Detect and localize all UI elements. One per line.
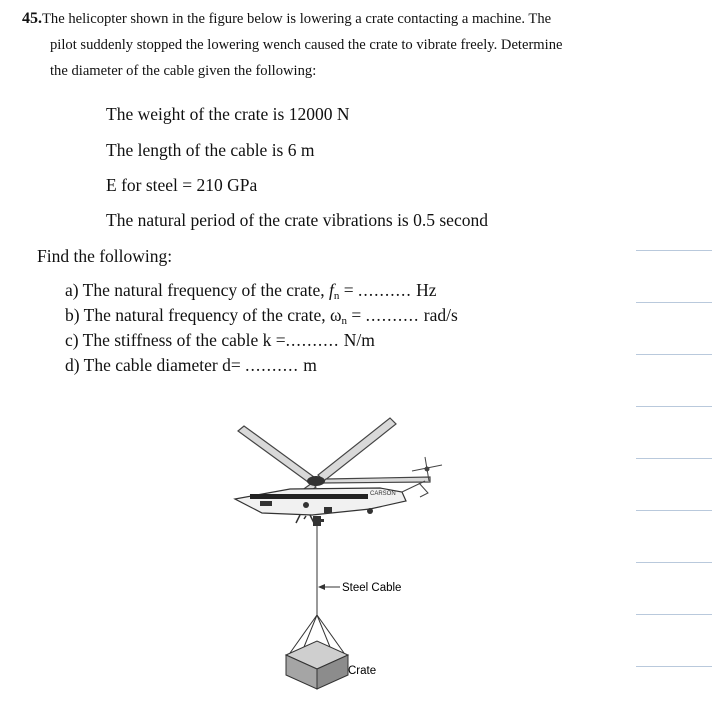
question-a: a) The natural frequency of the crate, $f_n$ = .......... Hz bbox=[65, 280, 437, 302]
answer-blank-b[interactable]: .......... bbox=[365, 305, 420, 325]
problem-line-3: the diameter of the cable given the following: bbox=[50, 63, 317, 79]
answer-blank-a[interactable]: .......... bbox=[357, 280, 412, 300]
given-weight: The weight of the crate is 12000 N bbox=[106, 104, 350, 124]
problem-statement bbox=[22, 6, 708, 84]
find-title: Find the following: bbox=[37, 246, 173, 266]
problem-line-1: 45.The helicopter shown in the figure below is lowering a crate contacting a machine. The bbox=[22, 10, 552, 27]
answer-blank-c[interactable]: .......... bbox=[285, 330, 340, 350]
question-d: d) The cable diameter d= .......... m bbox=[65, 355, 317, 375]
question-c: c) The stiffness of the cable k =.......... N/m bbox=[65, 330, 375, 350]
given-modulus: E for steel = 210 GPa bbox=[106, 175, 258, 195]
problem-number: 45. bbox=[22, 10, 42, 27]
helicopter-figure bbox=[220, 415, 500, 705]
margin-rule bbox=[636, 250, 712, 251]
margin-rule bbox=[636, 614, 712, 615]
question-b: b) The natural frequency of the crate, $\omega_n$ = .......... rad/s bbox=[65, 305, 458, 327]
crate-label: Crate bbox=[348, 665, 377, 677]
margin-rule bbox=[636, 510, 712, 511]
rotor-hub bbox=[307, 476, 325, 486]
margin-rule bbox=[636, 666, 712, 667]
given-period: The natural period of the crate vibrations is 0.5 second bbox=[106, 210, 488, 230]
problem-line-2: pilot suddenly stopped the lowering wench caused the crate to vibrate freely. Determine bbox=[50, 37, 563, 53]
answer-blank-d[interactable]: .......... bbox=[245, 355, 299, 375]
margin-rule bbox=[636, 406, 712, 407]
winch bbox=[313, 516, 321, 526]
margin-rule bbox=[636, 562, 712, 563]
margin-rule bbox=[636, 458, 712, 459]
given-length: The length of the cable is 6 m bbox=[106, 140, 315, 160]
steel-cable-label: Steel Cable bbox=[342, 582, 402, 594]
helicopter-lettering: CARSON bbox=[370, 491, 396, 497]
arrow-head bbox=[318, 584, 325, 590]
margin-rule bbox=[636, 354, 712, 355]
margin-rule bbox=[636, 302, 712, 303]
crate bbox=[286, 641, 348, 689]
